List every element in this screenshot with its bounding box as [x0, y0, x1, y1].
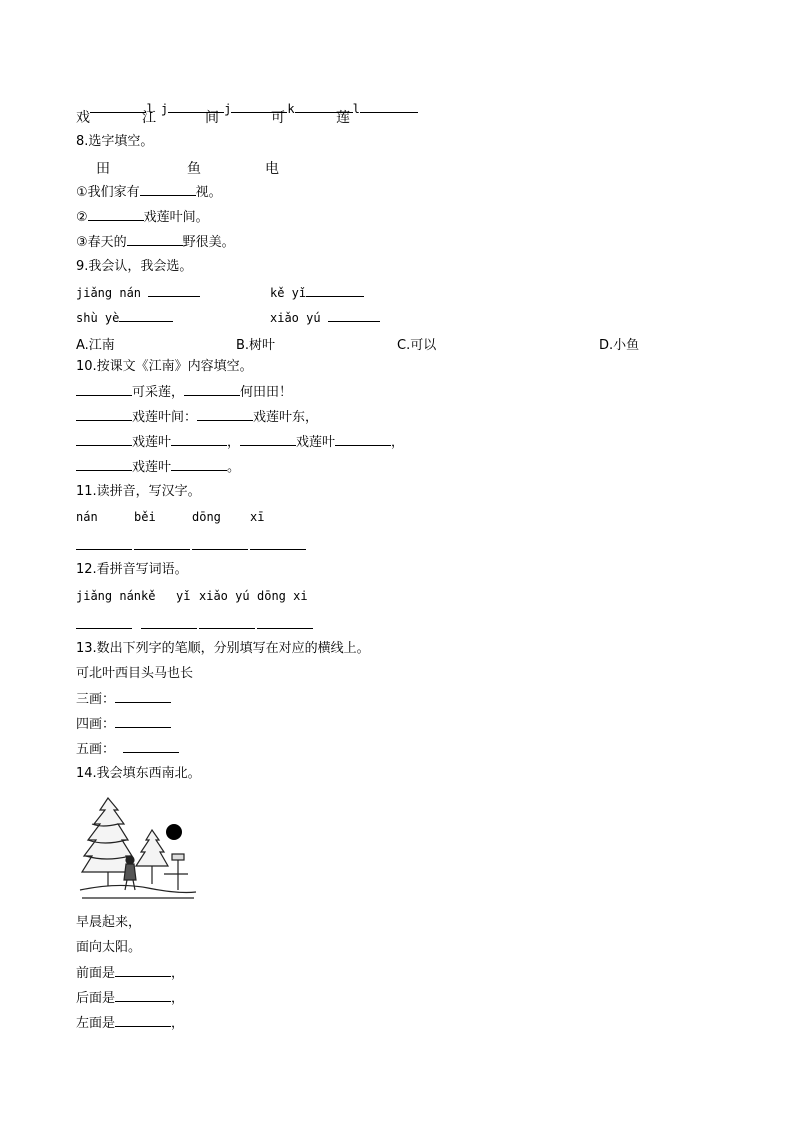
top-letter-row	[76, 82, 418, 118]
q11-pinyin: xī	[250, 510, 265, 524]
pinyin: kě yǐ	[270, 286, 307, 300]
text: ，	[171, 966, 185, 981]
q14-line-1: 早晨起来，	[76, 915, 142, 930]
q10-title: 10.按课文《江南》内容填空。	[76, 359, 253, 374]
item-pre: ①我们家有	[76, 185, 140, 200]
blank[interactable]	[76, 383, 132, 396]
text: 戏莲叶东，	[253, 410, 319, 425]
text: 戏莲叶间：	[132, 410, 198, 425]
q12-blank[interactable]	[141, 628, 197, 629]
q9-option-a: A.江南	[76, 338, 115, 353]
blank[interactable]	[328, 309, 380, 322]
q12-pinyin: yǐ	[176, 589, 191, 603]
label: 五画：	[76, 742, 116, 757]
label: 左面是	[76, 1016, 116, 1031]
q9-pinyin-1	[76, 284, 200, 302]
label: 三画：	[76, 692, 116, 707]
q13-title: 13.数出下列字的笔顺，分别填写在对应的横线上。	[76, 641, 370, 656]
blank[interactable]	[76, 458, 132, 471]
q12-blank[interactable]	[199, 628, 255, 629]
text: 戏莲叶	[132, 460, 172, 475]
letter-text: l	[352, 102, 360, 116]
item-post: 戏莲叶间。	[143, 210, 209, 225]
q13-row-4	[76, 715, 171, 734]
blank[interactable]	[76, 408, 132, 421]
blank[interactable]	[115, 1014, 171, 1027]
text: ，	[391, 435, 405, 450]
char-2: 间	[205, 110, 219, 126]
q11-blank[interactable]	[134, 549, 190, 550]
q13-row-3	[76, 690, 171, 709]
q12-pinyin: dōng xi	[257, 589, 308, 603]
q8-item-3	[76, 233, 235, 252]
blank[interactable]	[140, 183, 196, 196]
q14-fill-3	[76, 1014, 184, 1033]
blank[interactable]	[76, 433, 132, 446]
blank[interactable]	[184, 383, 240, 396]
q9-option-d: D.小鱼	[599, 338, 640, 353]
q12-pinyin: kě	[141, 589, 156, 603]
blank[interactable]	[197, 408, 253, 421]
q11-pinyin: dōng	[192, 510, 221, 524]
text: 戏莲叶	[132, 435, 172, 450]
q13-row-5	[76, 740, 179, 759]
q8-item-1	[76, 183, 222, 202]
q10-line-4	[76, 458, 240, 477]
q9-option-b: B.树叶	[236, 338, 276, 353]
q9-pinyin-3	[76, 309, 173, 327]
label: 四画：	[76, 717, 116, 732]
blank[interactable]	[306, 284, 364, 297]
sun-icon	[166, 824, 182, 840]
text: 何田田！	[240, 385, 293, 400]
text: 戏莲叶	[296, 435, 336, 450]
char-4: 莲	[336, 110, 350, 126]
blank[interactable]	[127, 233, 183, 246]
pinyin: jiǎng nán	[76, 286, 142, 300]
blank[interactable]	[335, 433, 391, 446]
blank[interactable]	[240, 433, 296, 446]
q11-pinyin: nán	[76, 510, 98, 524]
blank[interactable]	[115, 964, 171, 977]
blank[interactable]	[171, 433, 227, 446]
q11-blank[interactable]	[192, 549, 248, 550]
blank[interactable]	[88, 208, 144, 221]
char-3: 可	[271, 110, 285, 126]
q9-title: 9.我会认，我会选。	[76, 259, 193, 274]
q14-title: 14.我会填东西南北。	[76, 766, 201, 781]
blank[interactable]	[360, 100, 418, 113]
label: 后面是	[76, 991, 116, 1006]
q10-line-2	[76, 408, 318, 427]
text: ，	[171, 1016, 185, 1031]
q12-title: 12.看拼音写词语。	[76, 562, 188, 577]
blank[interactable]	[115, 690, 171, 703]
char-1: 江	[142, 110, 156, 126]
pinyin: shù yè	[76, 311, 120, 325]
q11-title: 11.读拼音，写汉字。	[76, 484, 201, 499]
q13-chars: 可北叶西目头马也长	[76, 666, 194, 681]
q9-pinyin-2	[270, 284, 364, 302]
q12-pinyin: jiǎng nán	[76, 589, 142, 603]
blank[interactable]	[148, 284, 200, 297]
text: 可采莲，	[132, 385, 185, 400]
q12-blank[interactable]	[257, 628, 313, 629]
char-0: 戏	[76, 110, 90, 126]
item-post: 视。	[195, 185, 222, 200]
q12-blank[interactable]	[76, 628, 132, 629]
item-post: 野很美。	[182, 235, 235, 250]
blank[interactable]	[115, 715, 171, 728]
letter-text: k	[287, 102, 295, 116]
letter-text: j	[224, 102, 232, 116]
q11-pinyin: běi	[134, 510, 156, 524]
item-pre: ③春天的	[76, 235, 127, 250]
item-pre: ②	[76, 210, 88, 225]
q12-pinyin: xiǎo yú	[199, 589, 250, 603]
q8-choice: 田	[96, 161, 110, 177]
q8-item-2	[76, 208, 209, 227]
blank[interactable]	[171, 458, 227, 471]
text: ，	[227, 435, 241, 450]
q14-fill-2	[76, 989, 184, 1008]
landscape-illustration	[78, 794, 198, 904]
q14-line-2: 面向太阳。	[76, 940, 142, 955]
text: ，	[171, 991, 185, 1006]
pinyin: xiǎo yú	[270, 311, 321, 325]
blank[interactable]	[115, 989, 171, 1002]
letter-text: l j	[146, 102, 169, 116]
q10-line-1	[76, 383, 292, 402]
q8-choice: 鱼	[187, 161, 201, 177]
blank[interactable]	[90, 100, 146, 113]
blank[interactable]	[119, 309, 173, 322]
q11-blank[interactable]	[250, 549, 306, 550]
label: 前面是	[76, 966, 116, 981]
q9-option-c: C.可以	[397, 338, 437, 353]
text: 。	[227, 460, 241, 475]
q11-blank[interactable]	[76, 549, 132, 550]
q8-title: 8.选字填空。	[76, 134, 154, 149]
q10-line-3	[76, 433, 404, 452]
blank[interactable]	[123, 740, 179, 753]
q14-fill-1	[76, 964, 184, 983]
q8-choice: 电	[265, 161, 279, 177]
q9-pinyin-4	[270, 309, 380, 327]
